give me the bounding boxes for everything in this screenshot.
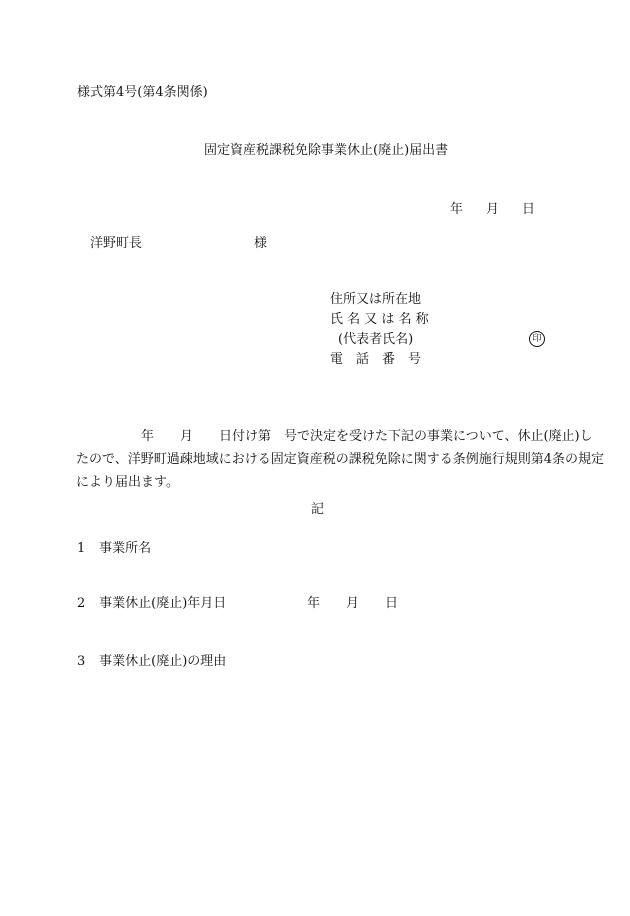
- body-line-1: 年 月 日付け第 号で決定を受けた下記の事業について、休止(廃止)し: [76, 429, 593, 444]
- addressee-name: 洋野町長: [90, 236, 143, 251]
- item-suspension-date: [77, 597, 226, 610]
- seal-mark-icon: 印: [529, 331, 545, 347]
- name-label: 氏 名 又 は 名 称: [330, 312, 429, 327]
- suspension-date-fields: 年 月 日: [307, 596, 399, 611]
- representative-label: (代表者氏名): [338, 332, 414, 347]
- document-title: 固定資産税課税免除事業休止(廃止)届出書: [204, 143, 449, 158]
- body-line-3: により届出ます。: [76, 475, 179, 490]
- body-paragraph: [76, 425, 605, 494]
- date-year-label: 年: [450, 202, 464, 217]
- body-line-2: たので、洋野町過疎地域における固定資産税の課税免除に関する条例施行規則第4条の規定: [76, 452, 605, 467]
- date-day-label: 日: [522, 202, 536, 217]
- item-suspension-reason: [77, 655, 226, 668]
- item-number: 3: [77, 654, 86, 669]
- address-label: 住所又は所在地: [330, 292, 422, 307]
- addressee-honorific: 様: [254, 236, 268, 251]
- item-label: 事業休止(廃止)年月日: [99, 596, 227, 611]
- item-number: 1: [77, 541, 86, 556]
- phone-label: 電 話 番 号: [330, 352, 422, 367]
- item-business-name: [77, 542, 151, 555]
- ki-heading: 記: [311, 502, 325, 517]
- form-number: 様式第4号(第4条関係): [77, 85, 208, 100]
- item-label: 事業休止(廃止)の理由: [99, 654, 227, 669]
- item-number: 2: [77, 596, 86, 611]
- item-label: 事業所名: [99, 541, 152, 556]
- date-month-label: 月: [486, 202, 500, 217]
